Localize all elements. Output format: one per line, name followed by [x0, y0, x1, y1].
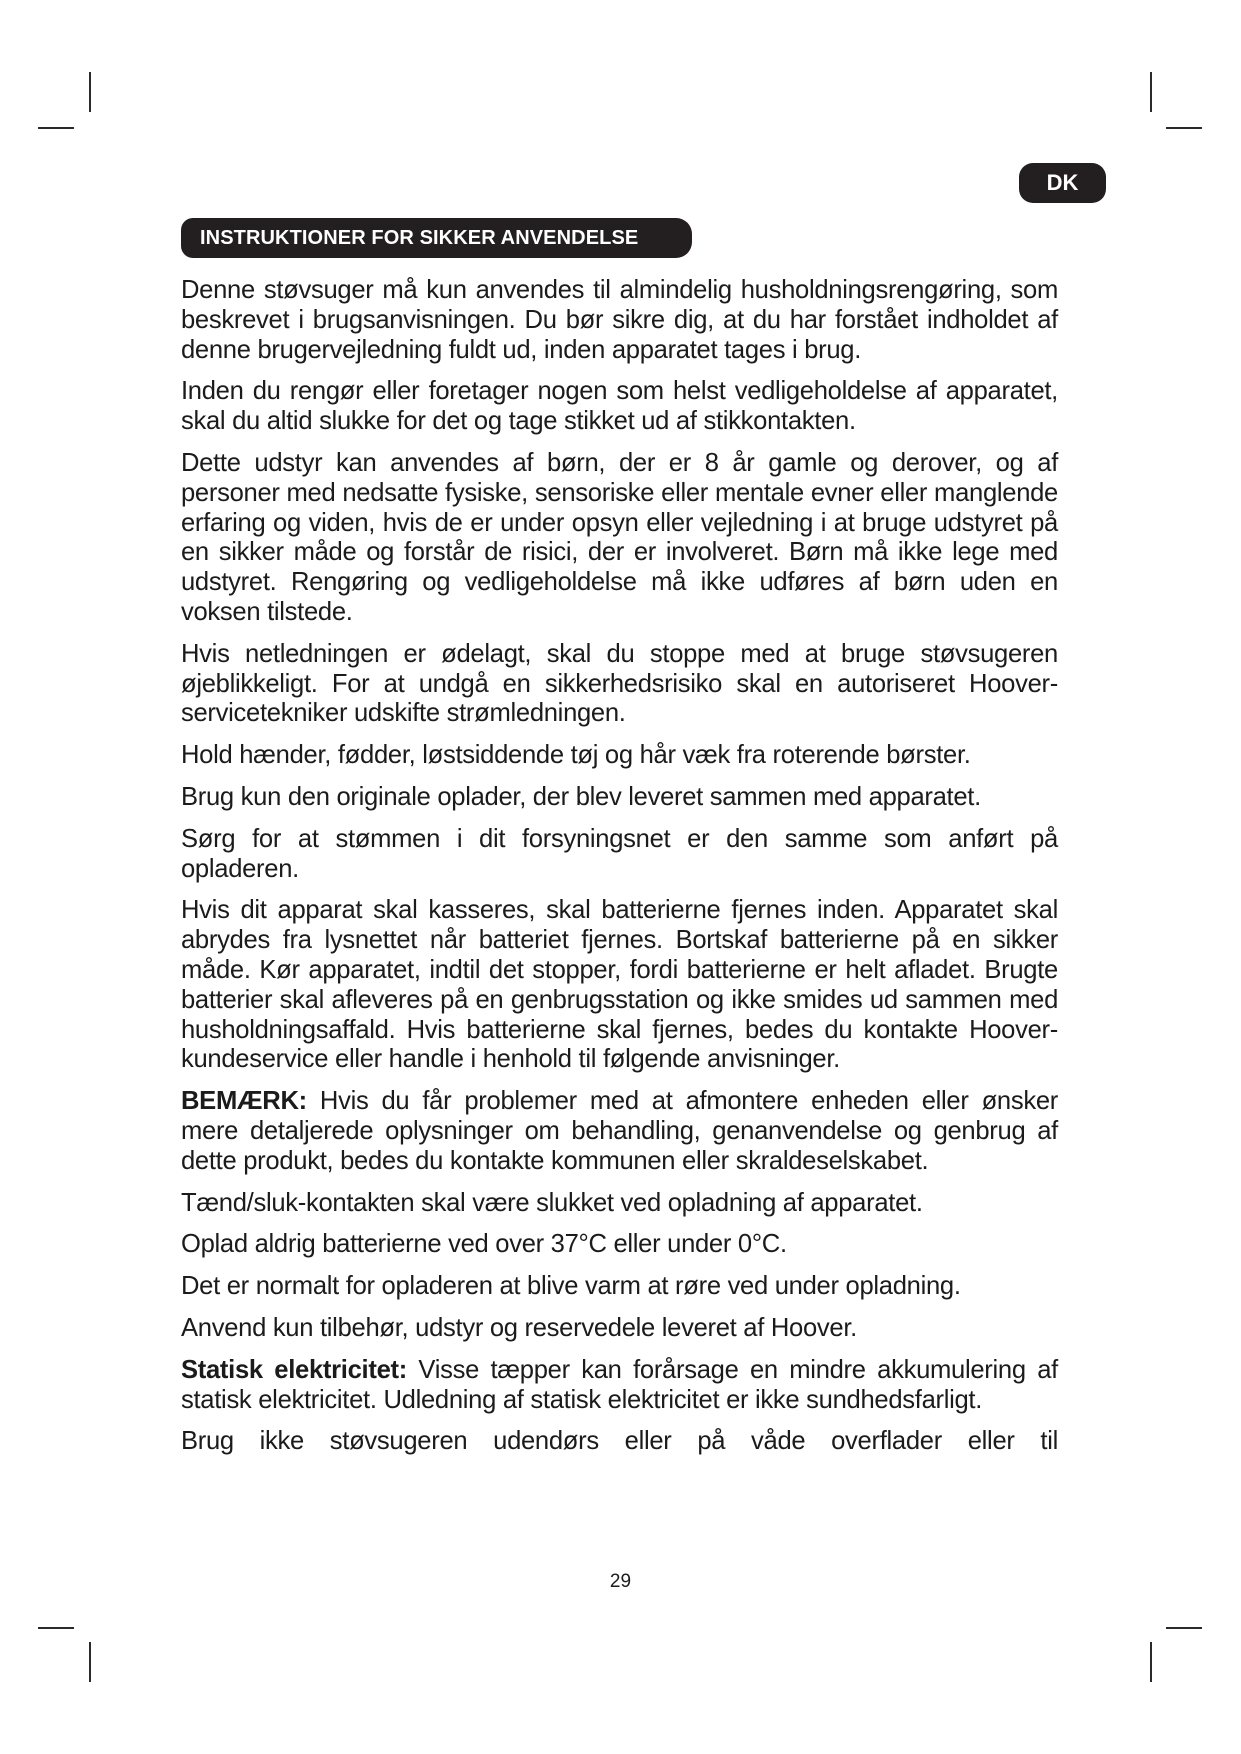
crop-mark-bottom-right-h [1166, 1627, 1202, 1629]
paragraph: Dette udstyr kan anvendes af børn, der er 8 år gamle og derover, og af personer med nedsatte fysiske, sensoriske eller mentale evner eller manglende erfaring og viden, hvis de er under opsyn eller vejledning i at bruge udstyret på en sikker måde og forstår de risici, der er involveret. Børn må ikke lege med udstyret. Rengøring og vedligeholdelse må ikke udføres af børn uden en voksen tilstede. [181, 448, 1058, 626]
paragraph: Hold hænder, fødder, løstsiddende tøj og hår væk fra roterende børster. [181, 741, 971, 770]
paragraph: Brug kun den originale oplader, der blev leveret sammen med apparatet. [181, 782, 981, 811]
paragraph: Denne støvsuger må kun anvendes til almindelig husholdningsrengøring, som beskrevet i brugsanvisningen. Du bør sikre dig, at du har forstået indholdet af denne brugervejledning fuldt ud, inden apparatet tages i brug. [181, 276, 1058, 364]
paragraph: Hvis dit apparat skal kasseres, skal batterierne fjernes inden. Apparatet skal abrydes fra lysnettet når batteriet fjernes. Bortskaf batterierne på en sikker måde. Kør apparatet, indtil det stopper, fordi batterierne er helt afladet. Brugte batterier skal afleveres på en genbrugsstation og ikke smides ud sammen med husholdningsaffald. Hvis batterierne skal fjernes, bedes du kontakte Hoover-kundeservice eller handle i henhold til følgende anvisninger. [181, 896, 1058, 1074]
section-title: INSTRUKTIONER FOR SIKKER ANVENDELSE [181, 218, 692, 258]
note-paragraph: BEMÆRK: Hvis du får problemer med at afmontere enheden eller ønsker mere detaljerede oplysninger om behandling, genanvendelse og genbrug af dette produkt, bedes du kontakte kommunen eller skraldeselskabet. [181, 1087, 1058, 1175]
paragraph: Brug ikke støvsugeren udendørs eller på våde overflader eller til [181, 1427, 1058, 1456]
crop-mark-top-right-h [1166, 127, 1202, 129]
crop-mark-top-left-h [38, 127, 74, 129]
paragraph: Sørg for at stømmen i dit forsyningsnet er den samme som anført på opladeren. [181, 824, 1058, 883]
paragraph: Tænd/sluk-kontakten skal være slukket ved opladning af apparatet. [181, 1188, 923, 1217]
paragraph: Anvend kun tilbehør, udstyr og reservedele leveret af Hoover. [181, 1313, 857, 1342]
paragraph: Inden du rengør eller foretager nogen som helst vedligeholdelse af apparatet, skal du altid slukke for det og tage stikket ud af stikkontakten. [181, 377, 1058, 436]
page-number: 29 [609, 1571, 632, 1592]
paragraph: Oplad aldrig batterierne ved over 37°C eller under 0°C. [181, 1230, 787, 1259]
crop-mark-bottom-right-v [1150, 1642, 1152, 1682]
crop-mark-bottom-left-v [89, 1642, 91, 1682]
paragraph: Det er normalt for opladeren at blive varm at røre ved under opladning. [181, 1272, 961, 1301]
note-label: BEMÆRK: [181, 1087, 307, 1116]
crop-mark-top-left-v [89, 72, 91, 112]
crop-mark-bottom-left-h [38, 1627, 74, 1629]
instructions-body [181, 276, 1058, 1469]
crop-mark-top-right-v [1150, 72, 1152, 112]
language-badge: DK [1019, 163, 1106, 203]
static-label: Statisk elektricitet: [181, 1355, 407, 1384]
static-electricity-paragraph: Statisk elektricitet: Visse tæpper kan forårsage en mindre akkumulering af statisk elektricitet. Udledning af statisk elektricitet er ikke sundhedsfarligt. [181, 1355, 1058, 1414]
paragraph: Hvis netledningen er ødelagt, skal du stoppe med at bruge støvsugeren øjeblikkeligt. For at undgå en sikkerhedsrisiko skal en autoriseret Hoover-servicetekniker udskifte strømledningen. [181, 639, 1058, 728]
